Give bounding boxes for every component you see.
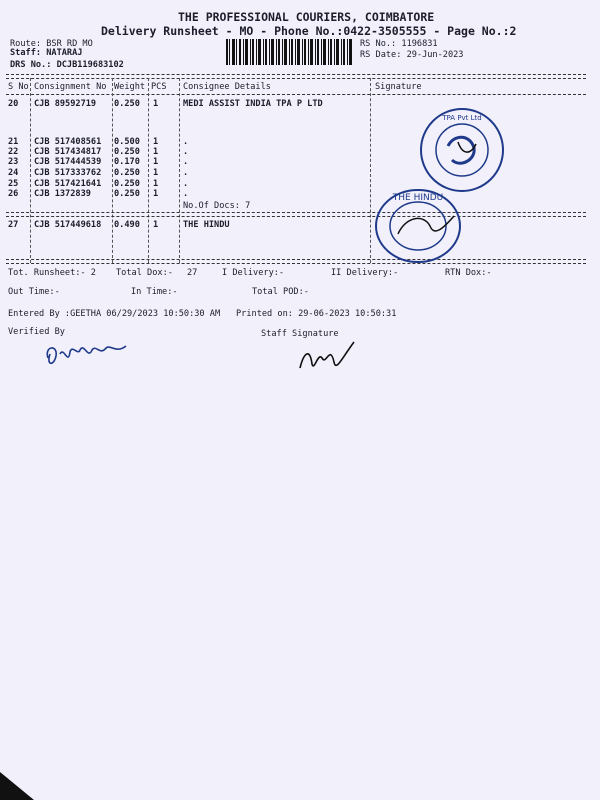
- out-time: Out Time:-: [8, 287, 60, 297]
- drs-number: DRS No.: DCJB119683102: [10, 60, 124, 70]
- svg-text:TPA Pvt Ltd: TPA Pvt Ltd: [442, 114, 482, 122]
- row-pcs: 1: [153, 157, 159, 167]
- total-dox-label: Total Dox:-: [116, 268, 173, 278]
- row-sno: 21: [8, 137, 19, 147]
- row-sno: 26: [8, 189, 19, 199]
- company-stamp-icon: [418, 106, 506, 194]
- staff-signature-icon: [296, 338, 360, 378]
- rs-date: RS Date: 29-Jun-2023: [360, 50, 464, 60]
- no-of-docs: No.Of Docs: 7: [183, 201, 251, 211]
- col-pcs: PCS: [151, 82, 167, 92]
- entered-by: Entered By :GEETHA 06/29/2023 10:50:30 AM: [8, 309, 221, 319]
- row-pcs: 1: [153, 168, 159, 178]
- row-sno: 22: [8, 147, 19, 157]
- route: Route: BSR RD MO: [10, 39, 93, 49]
- row-weight: 0.170: [114, 157, 140, 167]
- svg-text:THE HINDU: THE HINDU: [392, 193, 444, 203]
- col-sno: S No: [8, 82, 29, 92]
- col-weight: Weight: [114, 82, 146, 92]
- row-sno: 25: [8, 179, 19, 189]
- row-pcs: 1: [153, 137, 159, 147]
- row-consignee: MEDI ASSIST INDIA TPA P LTD: [183, 99, 323, 109]
- the-hindu-stamp-icon: [372, 186, 464, 264]
- row-weight: 0.250: [114, 189, 140, 199]
- verified-by: Verified By: [8, 327, 65, 337]
- col-signature: Signature: [375, 82, 422, 92]
- row-weight: 0.250: [114, 168, 140, 178]
- row-weight: 0.500: [114, 137, 140, 147]
- row-weight: 0.250: [114, 99, 140, 109]
- in-time: In Time:-: [131, 287, 178, 297]
- row-consignment: CJB 517434817: [34, 147, 102, 157]
- total-pod: Total POD:-: [252, 287, 309, 297]
- staff: Staff: NATARAJ: [10, 48, 83, 58]
- row-pcs: 1: [153, 147, 159, 157]
- handwritten-signature-icon: [40, 336, 136, 372]
- printed-on: Printed on: 29-06-2023 10:50:31: [236, 309, 397, 319]
- company-name: THE PROFESSIONAL COURIERS, COIMBATORE: [178, 10, 435, 24]
- row-pcs: 1: [153, 179, 159, 189]
- row-consignment: CJB 517444539: [34, 157, 102, 167]
- row-sno: 23: [8, 157, 19, 167]
- staff-signature-label: Staff Signature: [261, 329, 339, 339]
- row-consignee: .: [183, 168, 189, 178]
- row-sno: 20: [8, 99, 19, 109]
- row-consignment: CJB 517333762: [34, 168, 102, 178]
- row-consignment: CJB 1372839: [34, 189, 91, 199]
- col-consignment: Consignment No: [34, 82, 107, 92]
- barcode-icon: [226, 39, 354, 65]
- row-consignee: .: [183, 157, 189, 167]
- row-consignment: CJB 89592719: [34, 99, 97, 109]
- row-weight: 0.490: [114, 220, 140, 230]
- row-consignee: .: [183, 147, 189, 157]
- row-pcs: 1: [153, 189, 159, 199]
- scan-corner: [0, 772, 34, 800]
- i-delivery: I Delivery:-: [222, 268, 285, 278]
- row-consignee: .: [183, 179, 189, 189]
- row-consignment: CJB 517449618: [34, 220, 102, 230]
- row-pcs: 1: [153, 99, 159, 109]
- row-consignment: CJB 517408561: [34, 137, 102, 147]
- row-consignee: THE HINDU: [183, 220, 230, 230]
- row-consignee: .: [183, 189, 189, 199]
- row-sno: 24: [8, 168, 19, 178]
- rtn-dox: RTN Dox:-: [445, 268, 492, 278]
- total-dox-value: 27: [187, 268, 198, 278]
- row-weight: 0.250: [114, 147, 140, 157]
- row-consignee: .: [183, 137, 189, 147]
- col-consignee: Consignee Details: [183, 82, 271, 92]
- row-pcs: 1: [153, 220, 159, 230]
- rs-number: RS No.: 1196831: [360, 39, 438, 49]
- ii-delivery: II Delivery:-: [331, 268, 399, 278]
- row-consignment: CJB 517421641: [34, 179, 102, 189]
- row-weight: 0.250: [114, 179, 140, 189]
- row-sno: 27: [8, 220, 19, 230]
- total-runsheet: Tot. Runsheet:- 2: [8, 268, 96, 278]
- runsheet-title: Delivery Runsheet - MO - Phone No.:0422-3505555 - Page No.:2: [101, 24, 517, 38]
